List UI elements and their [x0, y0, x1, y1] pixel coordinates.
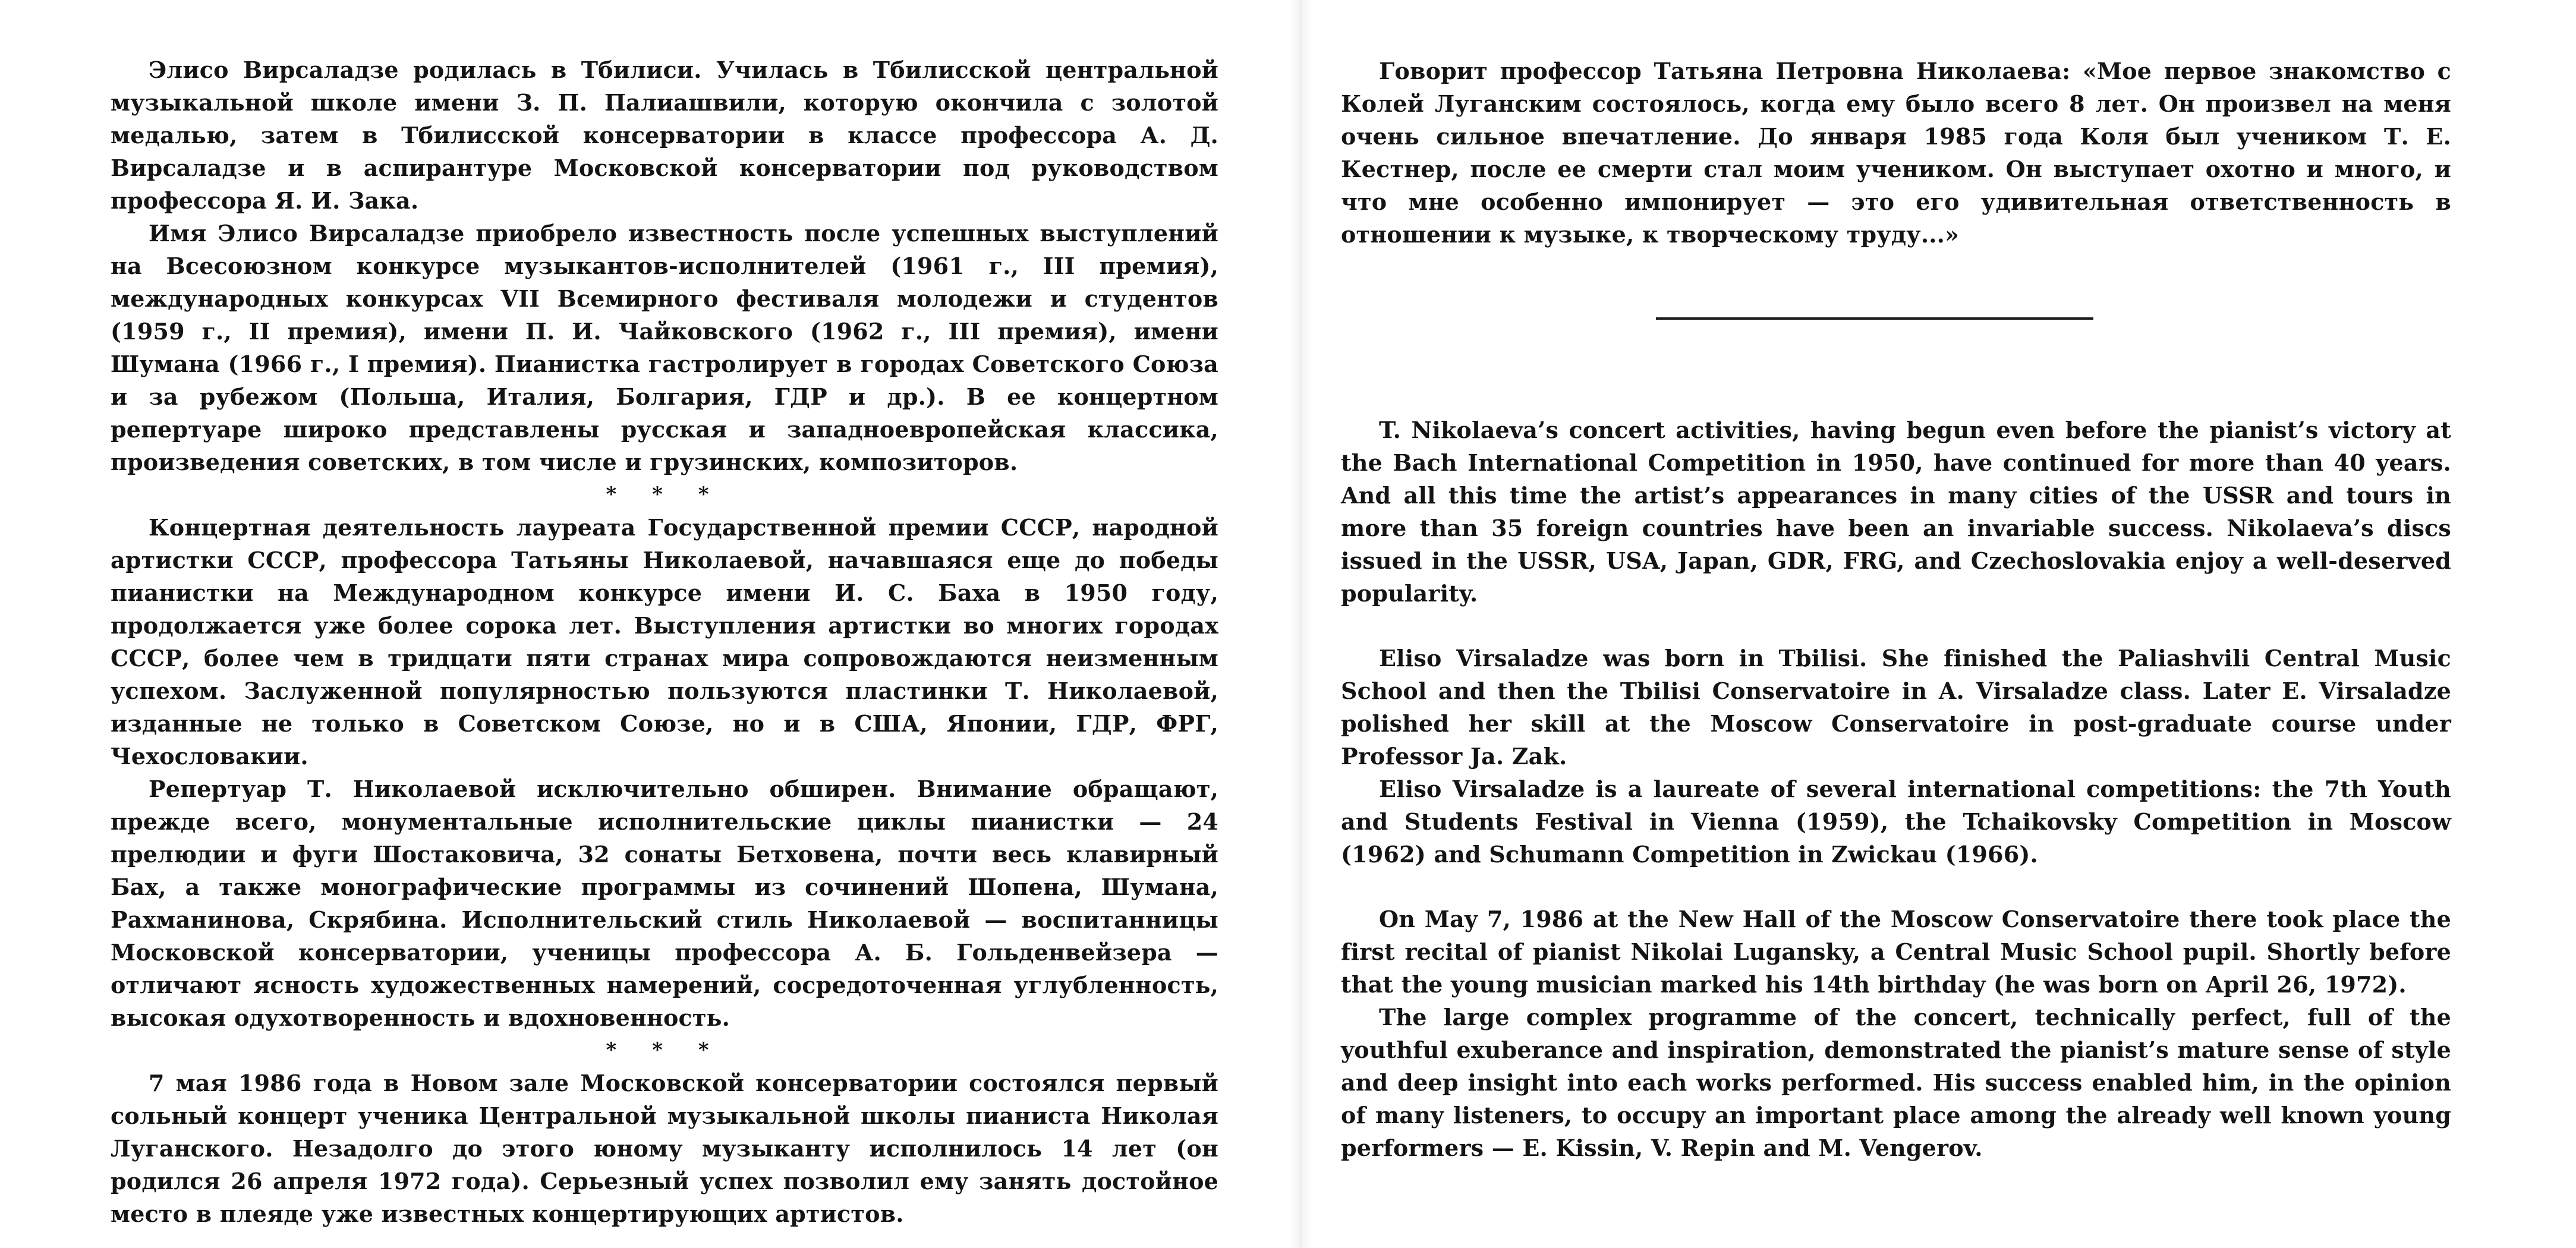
- page-fold: [1290, 0, 1311, 1248]
- paragraph-nikolaeva-career-ru: Концертная деятельность лауреата Государственной премии СССР, народной артистки СССР, профессора Татьяны Николаевой, начавшаяся еще до победы пианистки на Международном конкурсе имени И. С. Баха в 1950 году, продолжается уже более сорока лет. Выступления артистки во многих городах СССР, более чем в тридцати пяти странах мира сопровождаются неизменным успехом. Заслуженной популярностью пользуются пластинки Т. Николаевой, изданные не только в Советском Союзе, но и в США, Японии, ГДР, ФРГ, Чехословакии.: [111, 514, 1218, 770]
- paragraph-lugansky-programme-en: The large complex programme of the concert, technically perfect, full of the youthful exuberance and inspiration, demonstrated the pianist’s mature sense of style and deep insight into each works performed. His success enabled him, in the opinion of many listeners, to occupy an important place among the already well known young performers — E. Kissin, V. Repin and M. Vengerov.: [1341, 1004, 2451, 1161]
- section-separator: * * *: [606, 483, 723, 506]
- paragraph-nikolaeva-career-en: T. Nikolaeva’s concert activities, having begun even before the pianist’s victory at the Bach International Competition in 1950, have continued for more than 40 years. And all this time the artist’s appearances in many cities of the USSR and tours in more than 35 foreign countries have been an invariable success. Nikolaeva’s discs issued in the USSR, USA, Japan, GDR, FRG, and Czechoslovakia enjoy a well-deserved popularity.: [1341, 417, 2451, 607]
- left-page: [111, 0, 1218, 1248]
- paragraph-virsaladze-awards-en: Eliso Virsaladze is a laureate of several international competitions: the 7th Youth and Students Festival in Vienna (1959), the Tchaikovsky Competition in Moscow (1962) and Schumann Competition in Zwickau (1966).: [1341, 776, 2451, 868]
- paragraph-virsaladze-awards-ru: Имя Элисо Вирсаладзе приобрело известность после успешных выступлений на Всесоюзном конкурсе музыкантов-исполнителей (1961 г., III премия), международных конкурсах VII Всемирного фестиваля молодежи и студентов (1959 г., II премия), имени П. И. Чайковского (1962 г., III премия), имени Шумана (1966 г., I премия). Пианистка гастролирует в городах Советского Союза и за рубежом (Польша, Италия, Болгария, ГДР и др.). В ее концертном репертуаре широко представлены русская и западноевропейская классика, произведения советских, в том числе и грузинских, композиторов.: [111, 220, 1218, 475]
- paragraph-nikolaeva-quote-ru: Говорит профессор Татьяна Петровна Николаева: «Мое первое знакомство с Колей Луганским состоялось, когда ему было всего 8 лет. Он произвел на меня очень сильное впечатление. До января 1985 года Коля был учеником Т. Е. Кестнер, после ее смерти стал моим учеником. Он выступает охотно и много, и что мне особенно импонирует — это его удивительная ответственность в отношении к музыке, к творческому труду...»: [1341, 58, 2451, 248]
- paragraph-lugansky-debut-en: On May 7, 1986 at the New Hall of the Moscow Conservatoire there took place the first recital of pianist Nikolai Lugansky, a Central Music School pupil. Shortly before that the young musician marked his 14th birthday (he was born on April 26, 1972).: [1341, 906, 2451, 998]
- paragraph-nikolaeva-repertoire-ru: Репертуар Т. Николаевой исключительно обширен. Внимание обращают, прежде всего, монументальные исполнительские циклы пианистки — 24 прелюдии и фуги Шостаковича, 32 сонаты Бетховена, почти весь клавирный Бах, а также монографические программы из сочинений Шопена, Шумана, Рахманинова, Скрябина. Исполнительский стиль Николаевой — воспитанницы Московской консерватории, ученицы профессора А. Б. Гольденвейзера — отличают ясность художественных намерений, сосредоточенная углубленность, высокая одухотворенность и вдохновенность.: [111, 776, 1218, 1031]
- paragraph-virsaladze-bio-ru: Элисо Вирсаладзе родилась в Тбилиси. Училась в Тбилисской центральной музыкальной школе имени З. П. Палиашвили, которую окончила с золотой медалью, затем в Тбилисской консерватории в классе профессора А. Д. Вирсаладзе и в аспирантуре Московской консерватории под руководством профессора Я. И. Зака.: [111, 56, 1218, 214]
- paragraph-lugansky-debut-ru: 7 мая 1986 года в Новом зале Московской консерватории состоялся первый сольный концерт ученика Центральной музыкальной школы пианиста Николая Луганского. Незадолго до этого юному музыканту исполнилось 14 лет (он родился 26 апреля 1972 года). Серьезный успех позволил ему занять достойное место в плеяде уже известных концертирующих артистов.: [111, 1070, 1218, 1227]
- paragraph-virsaladze-bio-en: Eliso Virsaladze was born in Tbilisi. She finished the Paliashvili Central Music School and then the Tbilisi Conservatoire in A. Virsaladze class. Later E. Virsaladze polished her skill at the Moscow Conservatoire in post-graduate course under Professor Ja. Zak.: [1341, 645, 2451, 770]
- right-page: [1341, 0, 2451, 1248]
- section-separator: * * *: [606, 1038, 723, 1062]
